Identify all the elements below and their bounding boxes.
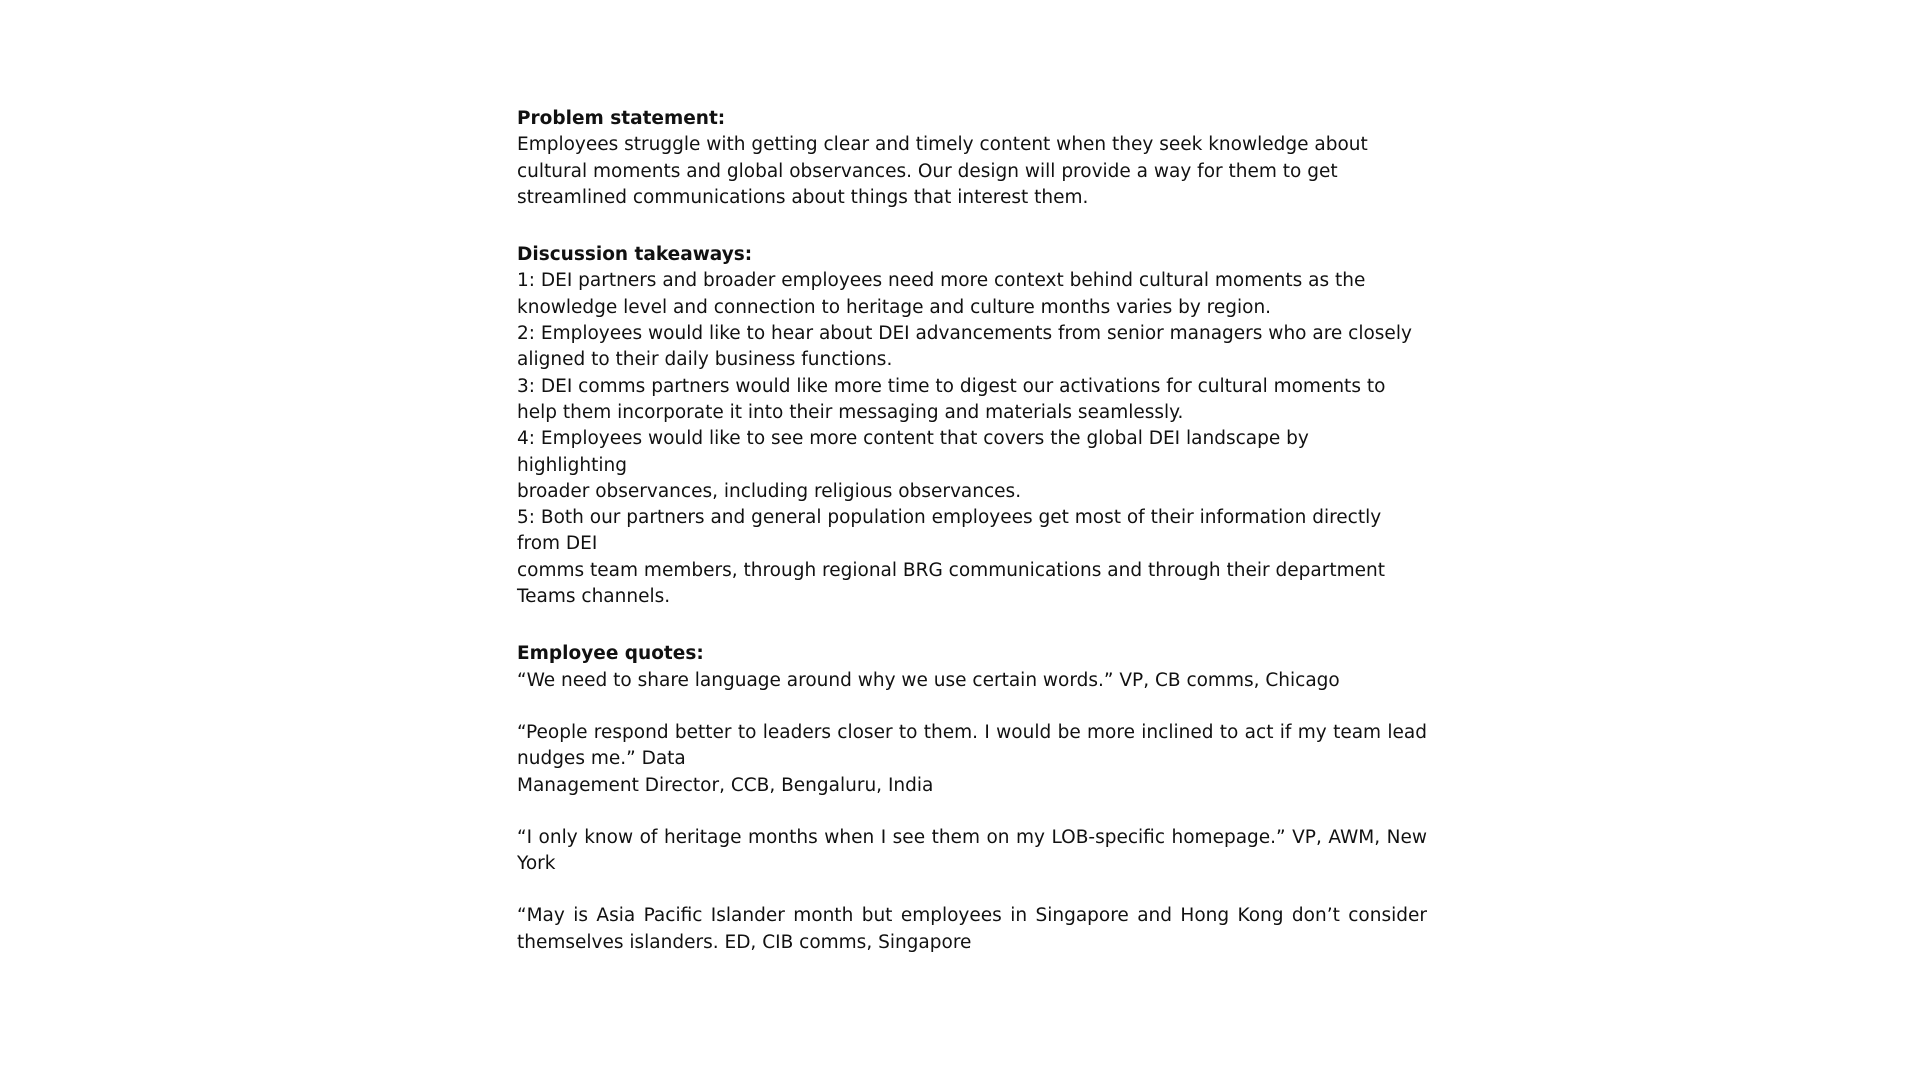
takeaway-line: 1: DEI partners and broader employees need more context behind cultural moments as the [517, 270, 1366, 292]
takeaway-line: 5: Both our partners and general population employees get most of their information directly [517, 507, 1382, 529]
takeaway-line: knowledge level and connection to heritage and culture months varies by region. [517, 296, 1272, 318]
document-body [517, 106, 1427, 956]
takeaway-line: from DEI [517, 533, 598, 555]
takeaway-line: broader observances, including religious observances. [517, 480, 1022, 502]
quote-2-continued: Management Director, CCB, Bengaluru, India [517, 774, 934, 796]
quote-4: “May is Asia Pacific Islander month but employees in Singapore and Hong Kong don’t consider themselves islanders. ED, CIB comms, Singapore [517, 905, 1427, 953]
problem-line: streamlined communications about things that interest them. [517, 186, 1089, 208]
discussion-takeaways-section [517, 242, 1427, 610]
takeaway-line: 4: Employees would like to see more content that covers the global DEI landscape by [517, 428, 1309, 450]
employee-quotes-section [517, 641, 1427, 956]
discussion-takeaways-heading: Discussion takeaways: [517, 244, 753, 266]
problem-statement-heading: Problem statement: [517, 108, 726, 129]
quote-spacer [517, 799, 1427, 825]
quote-1: “We need to share language around why we use certain words.” VP, CB comms, Chicago [517, 669, 1340, 691]
employee-quotes-heading: Employee quotes: [517, 643, 704, 665]
takeaway-line: help them incorporate it into their messaging and materials seamlessly. [517, 401, 1184, 423]
quote-spacer [517, 694, 1427, 720]
problem-statement-section [517, 106, 1427, 211]
quote-2: “People respond better to leaders closer to them. I would be more inclined to act if my team lead nudges me.” Data [517, 721, 1427, 770]
problem-line: Employees struggle with getting clear and timely content when they seek knowledge about [517, 134, 1368, 156]
takeaway-line: aligned to their daily business functions. [517, 349, 893, 371]
quote-3: “I only know of heritage months when I see them on my LOB-specific homepage.” VP, AWM, New York [517, 826, 1427, 875]
takeaway-line: highlighting [517, 454, 627, 476]
section-spacer [517, 610, 1427, 641]
section-spacer [517, 211, 1427, 242]
takeaway-line: 2: Employees would like to hear about DEI advancements from senior managers who are closely [517, 323, 1412, 345]
quote-spacer [517, 877, 1427, 903]
problem-line: cultural moments and global observances. Our design will provide a way for them to get [517, 160, 1338, 182]
takeaway-line: comms team members, through regional BRG communications and through their department [517, 559, 1385, 581]
takeaway-line: Teams channels. [517, 586, 671, 608]
takeaway-line: 3: DEI comms partners would like more time to digest our activations for cultural moments to [517, 375, 1386, 397]
